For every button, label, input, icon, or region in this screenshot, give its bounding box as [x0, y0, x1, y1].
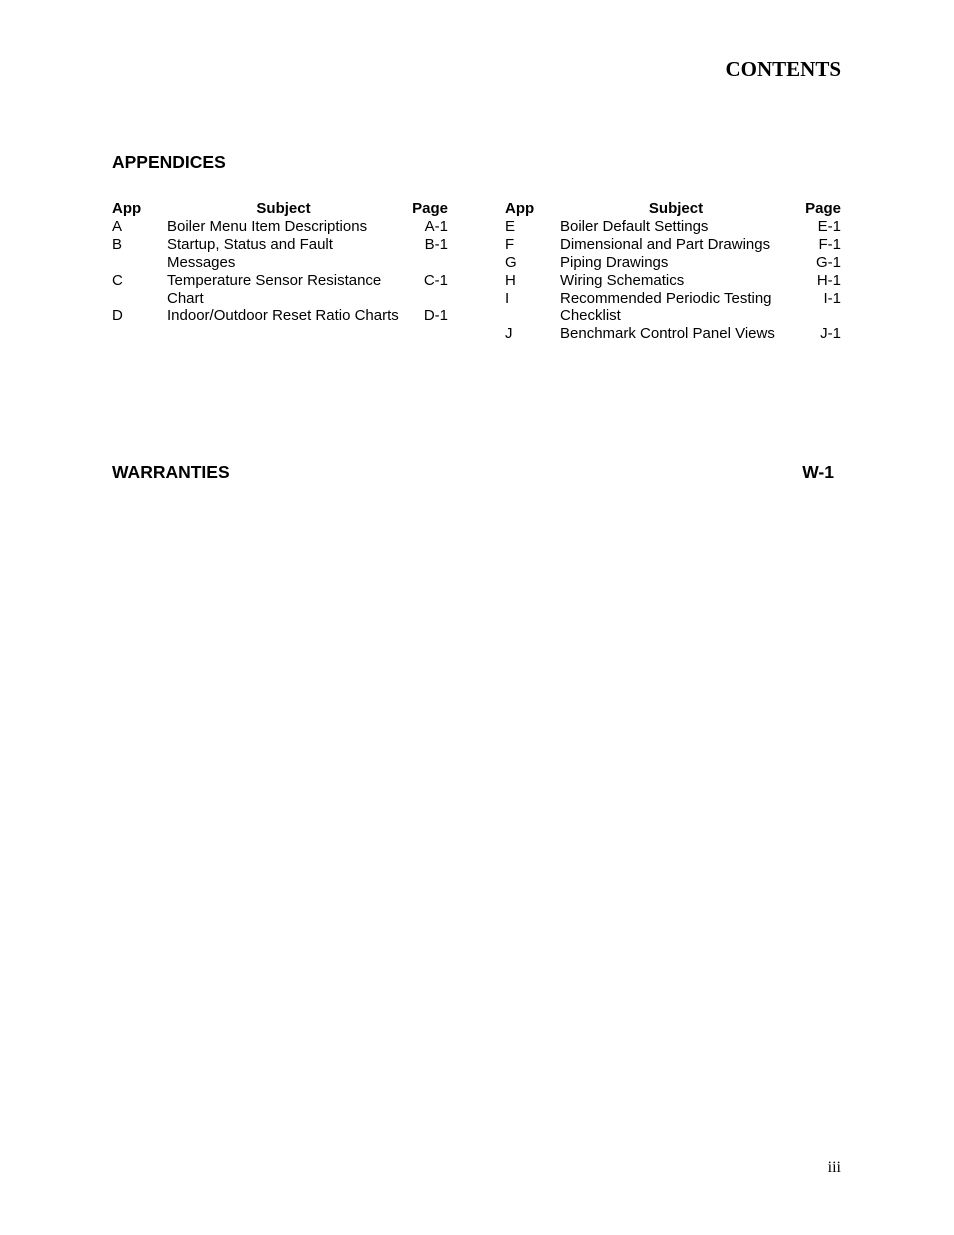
appendix-letter: G	[505, 253, 517, 271]
table-row	[505, 254, 841, 272]
appendix-subject: Boiler Menu Item Descriptions	[167, 217, 368, 235]
appendix-letter: A	[112, 217, 123, 235]
appendix-page: G-1	[815, 253, 841, 271]
appendix-subject: Recommended Periodic Testing Checklist	[560, 289, 772, 325]
table-row	[505, 236, 841, 254]
appendix-letter: D	[112, 307, 123, 325]
appendices-heading: APPENDICES	[112, 152, 226, 172]
table-row	[505, 272, 841, 290]
appendix-page: F-1	[818, 235, 841, 253]
table-row	[505, 290, 841, 326]
appendix-page: A-1	[424, 217, 448, 235]
appendix-page: D-1	[423, 307, 448, 325]
table-row	[112, 236, 448, 272]
appendix-letter: I	[505, 289, 510, 307]
table-row	[505, 325, 841, 343]
table-row	[505, 218, 841, 236]
table-row	[112, 218, 448, 236]
table-header-row	[505, 200, 841, 218]
appendix-subject: Startup, Status and Fault Messages	[167, 235, 333, 271]
appendix-subject: Indoor/Outdoor Reset Ratio Charts	[167, 307, 399, 325]
page-number: iii	[827, 1159, 841, 1176]
appendix-page: H-1	[816, 271, 841, 289]
appendix-subject: Wiring Schematics	[560, 271, 685, 289]
appendix-letter: C	[112, 271, 123, 289]
appendices-table-left	[112, 200, 448, 325]
table-row	[112, 272, 448, 308]
page-title: CONTENTS	[725, 57, 841, 81]
appendix-page: I-1	[823, 289, 841, 307]
appendix-letter: H	[505, 271, 516, 289]
column-header-subject: Subject	[256, 200, 311, 217]
appendix-letter: B	[112, 235, 123, 253]
column-header-subject: Subject	[648, 200, 704, 217]
warranties-page: W-1	[802, 462, 834, 482]
table-header-row	[112, 200, 448, 218]
appendix-letter: E	[505, 217, 516, 235]
appendix-page: E-1	[817, 217, 841, 235]
appendix-page: B-1	[424, 235, 448, 253]
appendix-letter: F	[505, 235, 515, 253]
column-header-page: Page	[412, 200, 448, 217]
column-header-app: App	[112, 200, 142, 217]
warranties-label: WARRANTIES	[112, 462, 230, 482]
appendix-page: J-1	[820, 325, 841, 343]
appendix-letter: J	[505, 325, 513, 343]
appendix-subject: Benchmark Control Panel Views	[560, 325, 775, 343]
column-header-app: App	[505, 200, 535, 217]
appendix-page: C-1	[423, 271, 448, 289]
table-row	[112, 307, 448, 325]
column-header-page: Page	[805, 200, 841, 217]
warranties-entry	[112, 461, 834, 483]
appendix-subject: Dimensional and Part Drawings	[560, 235, 771, 253]
appendix-subject: Piping Drawings	[560, 253, 669, 271]
appendices-table-right	[505, 200, 841, 343]
appendix-subject: Temperature Sensor Resistance Chart	[167, 271, 382, 307]
appendix-subject: Boiler Default Settings	[560, 217, 709, 235]
